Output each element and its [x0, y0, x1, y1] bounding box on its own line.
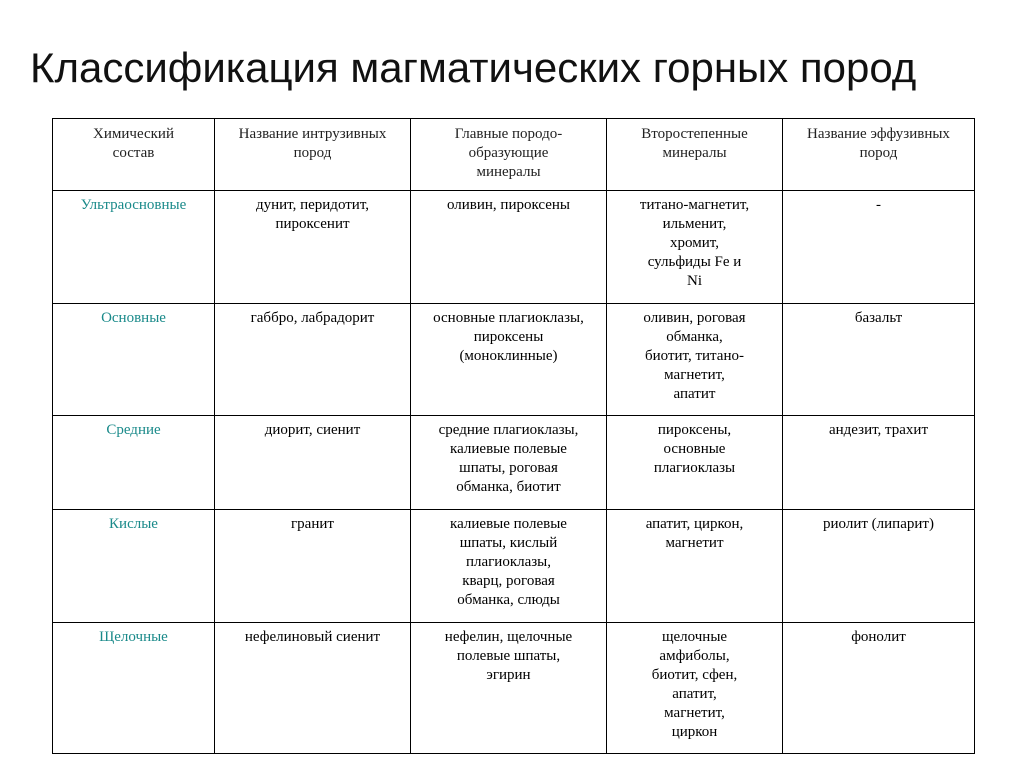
main-minerals-cell: калиевые полевые шпаты, кислый плагиоклазы, кварц, роговая обманка, слюды	[411, 510, 607, 623]
effusive-cell: фонолит	[783, 623, 975, 754]
secondary-minerals-cell: апатит, циркон, магнетит	[607, 510, 783, 623]
rock-classification-table	[52, 118, 975, 754]
secondary-minerals-cell: оливин, роговая обманка, биотит, титано- магнетит, апатит	[607, 304, 783, 416]
composition-cell: Ультраосновные	[53, 191, 215, 304]
composition-cell: Основные	[53, 304, 215, 416]
intrusive-cell: нефелиновый сиенит	[215, 623, 411, 754]
header-main-minerals: Главные породо- образующие минералы	[411, 119, 607, 191]
table-row	[53, 510, 975, 623]
effusive-cell: -	[783, 191, 975, 304]
effusive-cell: базальт	[783, 304, 975, 416]
composition-cell: Щелочные	[53, 623, 215, 754]
effusive-cell: андезит, трахит	[783, 416, 975, 510]
composition-cell: Средние	[53, 416, 215, 510]
table-row	[53, 623, 975, 754]
header-composition: Химический состав	[53, 119, 215, 191]
header-secondary-minerals: Второстепенные минералы	[607, 119, 783, 191]
secondary-minerals-cell: щелочные амфиболы, биотит, сфен, апатит, магнетит, циркон	[607, 623, 783, 754]
composition-cell: Кислые	[53, 510, 215, 623]
table-row	[53, 191, 975, 304]
effusive-cell: риолит (липарит)	[783, 510, 975, 623]
secondary-minerals-cell: пироксены, основные плагиоклазы	[607, 416, 783, 510]
main-minerals-cell: основные плагиоклазы, пироксены (моноклинные)	[411, 304, 607, 416]
intrusive-cell: дунит, перидотит, пироксенит	[215, 191, 411, 304]
secondary-minerals-cell: титано-магнетит, ильменит, хромит, сульфиды Fe и Ni	[607, 191, 783, 304]
intrusive-cell: гранит	[215, 510, 411, 623]
table-row	[53, 304, 975, 416]
intrusive-cell: габбро, лабрадорит	[215, 304, 411, 416]
header-effusive: Название эффузивных пород	[783, 119, 975, 191]
table-header-row	[53, 119, 975, 191]
main-minerals-cell: средние плагиоклазы, калиевые полевые шпаты, роговая обманка, биотит	[411, 416, 607, 510]
main-minerals-cell: оливин, пироксены	[411, 191, 607, 304]
table-row	[53, 416, 975, 510]
header-intrusive: Название интрузивных пород	[215, 119, 411, 191]
intrusive-cell: диорит, сиенит	[215, 416, 411, 510]
slide-title: Классификация магматических горных пород	[30, 44, 917, 91]
main-minerals-cell: нефелин, щелочные полевые шпаты, эгирин	[411, 623, 607, 754]
